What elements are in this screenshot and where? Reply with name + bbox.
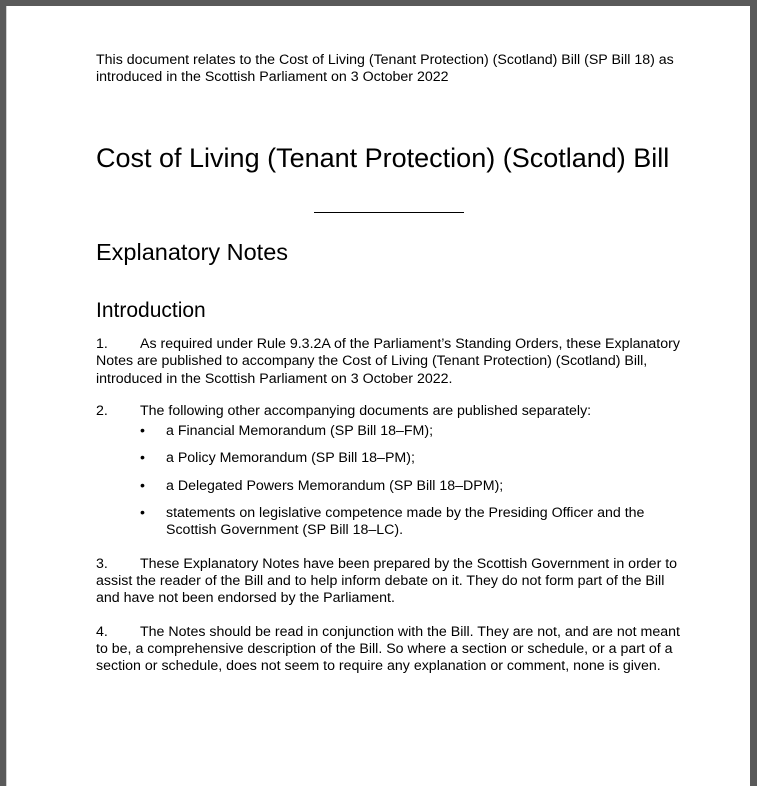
list-item-text: a Policy Memorandum (SP Bill 18–PM); xyxy=(166,450,415,467)
title-divider xyxy=(314,212,464,213)
bullet-icon: • xyxy=(140,450,145,467)
paragraph-number: 1. xyxy=(96,336,108,352)
list-item-text: a Financial Memorandum (SP Bill 18–FM); xyxy=(166,423,434,440)
subsection-heading: Introduction xyxy=(96,299,206,322)
list-item xyxy=(96,450,686,467)
list-item xyxy=(96,423,686,440)
list-item-text: a Delegated Powers Memorandum (SP Bill 18–DPM); xyxy=(166,477,504,494)
bullet-icon: • xyxy=(140,477,145,494)
paragraph-text: The following other accompanying documents are published separately: xyxy=(140,402,592,419)
bullet-icon: • xyxy=(140,423,145,440)
document-title: Cost of Living (Tenant Protection) (Scotland) Bill xyxy=(96,143,670,173)
paragraph-4 xyxy=(96,624,686,676)
bullet-icon: • xyxy=(140,505,145,522)
paragraph-1 xyxy=(96,336,686,388)
paragraph-text: These Explanatory Notes have been prepared by the Scottish Government in order to assist the reader of the Bill and to help inform debate on it. They do not form part of the Bill and have not been endorsed by the Parliament. xyxy=(96,555,678,607)
paragraph-2 xyxy=(96,403,686,420)
paragraph-number: 3. xyxy=(96,555,108,572)
paragraph-number: 4. xyxy=(96,623,108,640)
paragraph-number: 2. xyxy=(96,402,108,419)
paragraph-text: As required under Rule 9.3.2A of the Parliament’s Standing Orders, these Explanatory Notes are published to accompany the Cost of Living (Tenant Protection) (Scotland) Bill, introduced in the Scottish Parliament on 3 October 2022. xyxy=(96,336,680,387)
header-note: This document relates to the Cost of Living (Tenant Protection) (Scotland) Bill (SP Bill 18) as introduced in the Scottish Parliament on 3 October 2022 xyxy=(96,52,674,85)
list-item xyxy=(96,505,686,540)
document-page xyxy=(6,6,750,786)
section-heading: Explanatory Notes xyxy=(96,239,289,265)
list-item-text: statements on legislative competence made by the Presiding Officer and the Scottish Government (SP Bill 18–LC). xyxy=(166,505,645,539)
document-content xyxy=(96,52,686,675)
list-item xyxy=(96,478,686,495)
paragraph-text: The Notes should be read in conjunction with the Bill. They are not, and are not meant to be, a comprehensive description of the Bill. So where a section or schedule, or a part of a section or schedule, does not seem to require any explanation or comment, none is given. xyxy=(96,623,680,675)
accompanying-documents-list xyxy=(96,423,686,539)
paragraph-3 xyxy=(96,556,686,608)
